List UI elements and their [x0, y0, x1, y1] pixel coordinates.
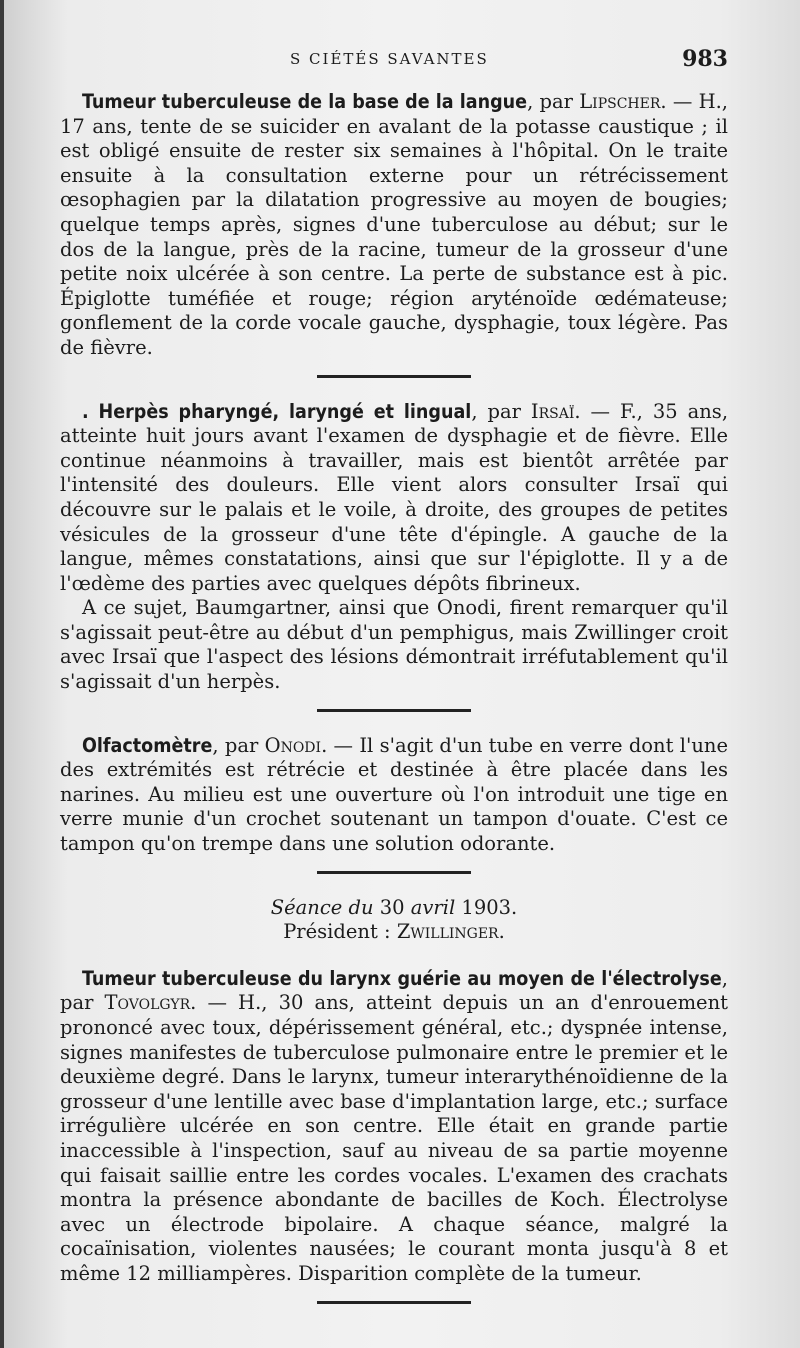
article-text: . — Il s'agit d'un tube en verre dont l'une des extrémités est rétrécie et destinée à être placée dans les narines. Au milieu est une ouverture où l'on introduit une tige en verre munie d'un crochet soutenant un tampon d'ouate. C'est ce tampon qu'on trempe dans une solution odorante.: [60, 733, 728, 856]
seance-year: 1903.: [461, 895, 518, 919]
article-title: Tumeur tuberculeuse de la base de la langue: [82, 90, 528, 113]
page-number: 983: [682, 46, 728, 72]
president-label: Président :: [283, 920, 397, 944]
article-onodi: [60, 734, 728, 857]
article-lipscher: [60, 90, 728, 361]
seance-day: 30: [379, 895, 405, 919]
book-page: [4, 0, 800, 1348]
running-title: S CIÉTÉS SAVANTES: [290, 50, 489, 68]
seance-date: [60, 896, 728, 921]
article-author: Irsaï: [530, 399, 575, 423]
running-head: [4, 44, 800, 74]
article-irsai: [60, 400, 728, 597]
article-text: . — F., 35 ans, atteinte huit jours avant l'examen de dysphagie et de fièvre. Elle continue néanmoins à travailler, mais est bientôt arrêtée par l'intensité des douleurs. Elle vient alors consulter Irsaï qui découvre sur le palais et le voile, à droite, des groupes de petites vésicules de la grosseur d'une tête d'épingle. A gauche de la langue, mêmes constatations, ainsi que sur l'épiglotte. Il y a de l'œdème des parties avec quelques dépôts fibrineux.: [60, 399, 729, 595]
seance-month: avril: [410, 895, 456, 919]
article-title: Tumeur tuberculeuse du larynx guérie au moyen de l'électrolyse: [82, 966, 722, 990]
article-text: . — H., 30 ans, atteint depuis un an d'enrouement prononcé avec toux, dépérissement général, etc.; dyspnée intense, signes manifestes de tuberculose pulmonaire entre le premier et le deuxième degré. Dans le larynx, tumeur interarythénoïdienne de la grosseur d'une lentille avec base d'implantation large, etc.; surface irrégulière ulcérée en son centre. Elle était en grande partie inaccessible à l'inspection, sauf au niveau de sa partie moyenne qui faisait saillie entre les cordes vocales. L'examen des crachats montra la présence abondante de bacilles de Koch. Électrolyse avec un électrode bipolaire. A chaque séance, malgré la cocaïnisation, violentes nausées; le courant monta jusqu'à 8 et même 12 milliampères. Disparition complète de la tumeur.: [60, 991, 728, 1285]
article-by: , par: [60, 966, 728, 1015]
article-irsai-continued: A ce sujet, Baumgartner, ainsi que Onodi, firent remarquer qu'il s'agissait peut-être au début d'un pemphigus, mais Zwillinger croit avec Irsaï que l'aspect des lésions démontrait irréfutablement qu'il s'agissait d'un herpès.: [60, 596, 728, 694]
seance-label: Séance du: [270, 895, 374, 919]
article-title: . Herpès pharyngé, laryngé et lingual: [82, 399, 472, 423]
seance-president: [60, 920, 728, 945]
body-text: [60, 90, 728, 1304]
article-tovolgyr: [60, 967, 728, 1287]
article-title: Olfactomètre: [82, 733, 213, 757]
article-author: Tovolgyr: [104, 991, 191, 1015]
article-by: , par: [527, 90, 580, 113]
section-rule: [317, 1301, 471, 1304]
article-by: , par: [471, 399, 531, 423]
article-author: Onodi: [264, 733, 322, 757]
article-by: , par: [212, 733, 265, 757]
president-name: Zwillinger.: [396, 920, 505, 944]
article-author: Lipscher: [579, 90, 661, 113]
article-text: . — H., 17 ans, tente de se suicider en avalant de la potasse caustique ; il est obligé ensuite de rester six semaines à l'hôpital. On le traite ensuite à la consultation externe pour un rétrécissement œsophagien par la dilatation progressive au moyen de bougies; quelque temps après, signes d'une tuberculose au début; sur le dos de la langue, près de la racine, tumeur de la grosseur d'une petite noix ulcérée à son centre. La perte de substance est à pic. Épiglotte tuméfiée et rouge; région aryténoïde œdémateuse; gonflement de la corde vocale gauche, dysphagie, toux légère. Pas de fièvre.: [60, 90, 729, 359]
